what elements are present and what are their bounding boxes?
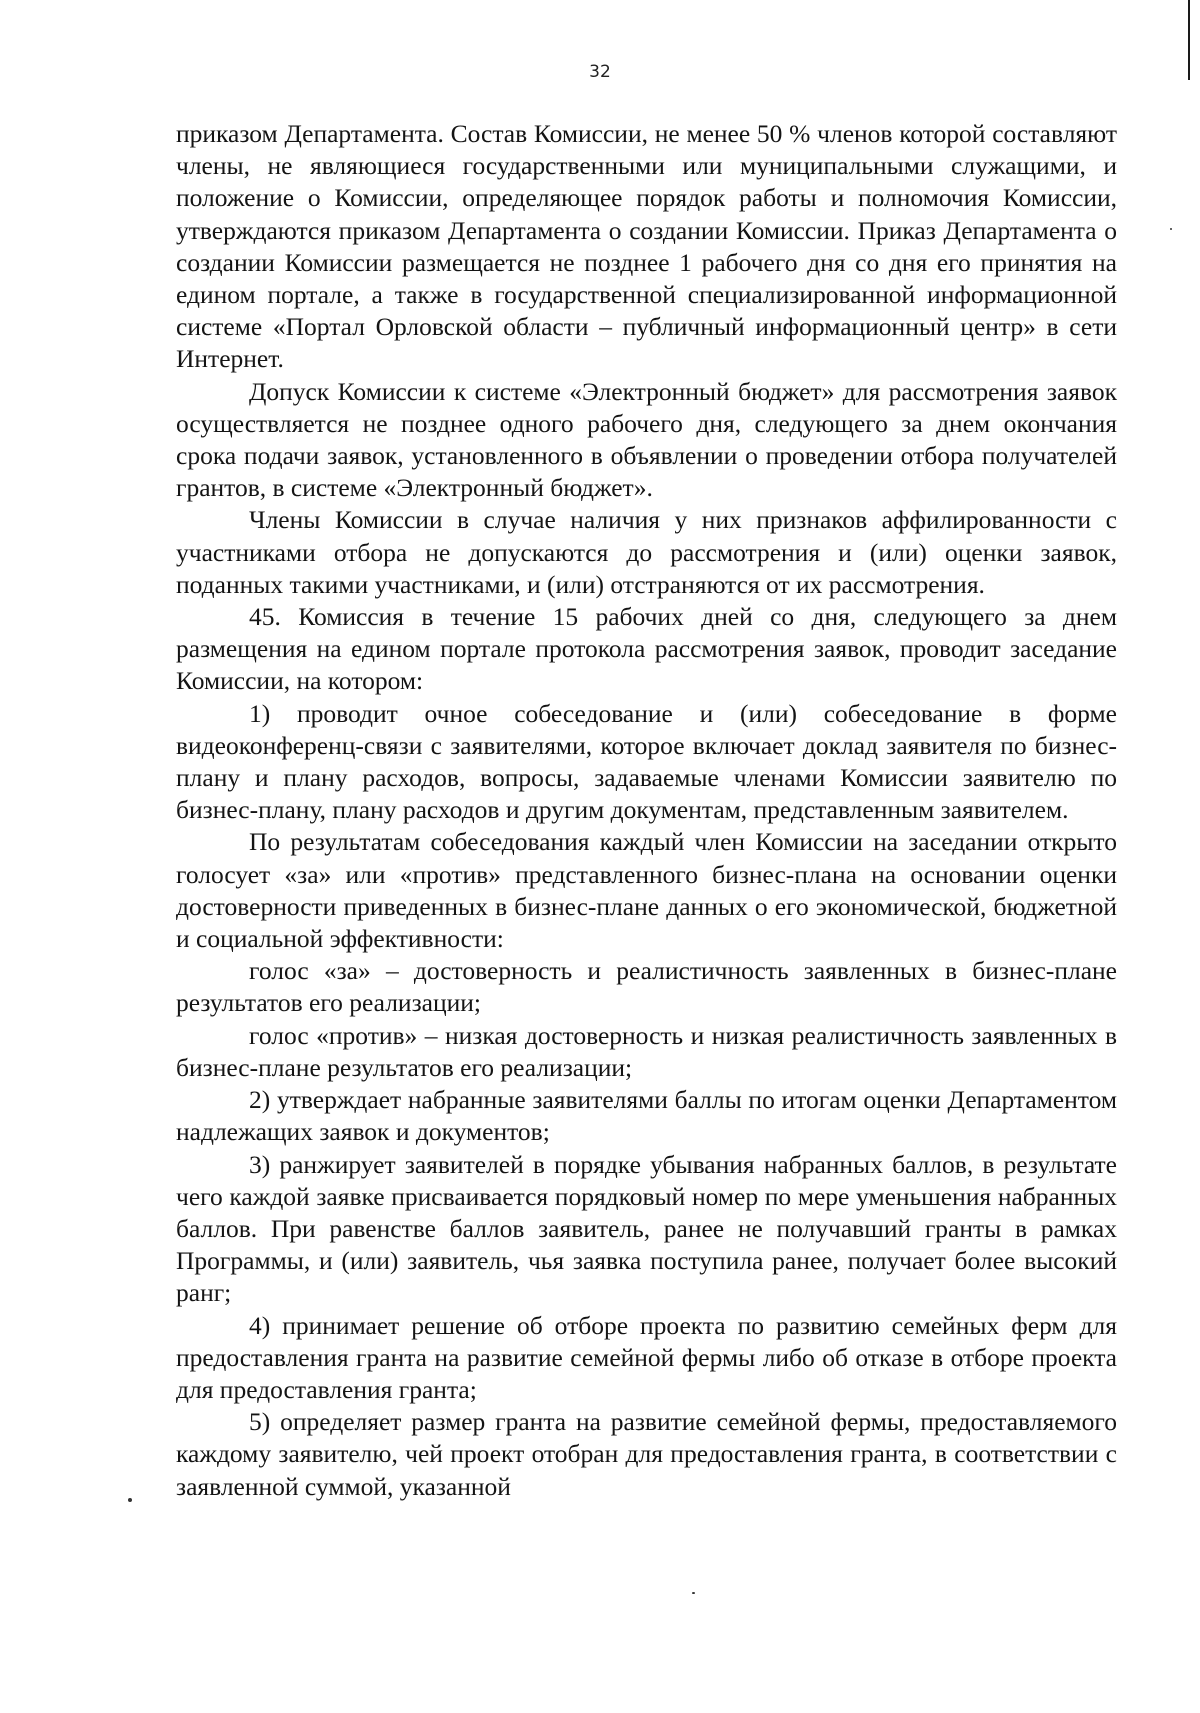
paragraph-vote-against: голос «против» – низкая достоверность и низкая реалистичность заявленных в бизнес-плане результатов его реализации; xyxy=(176,1020,1117,1082)
paragraph-electronic-budget-access: Допуск Комиссии к системе «Электронный бюджет» для рассмотрения заявок осуществляется не позднее одного рабочего дня, следующего за днем окончания срока подачи заявок, установленного в объявлении о проведении отбора получателей грантов, в системе «Электронный бюджет». xyxy=(176,376,1117,503)
document-body xyxy=(176,118,1117,1503)
paragraph-subitem-5: 5) определяет размер гранта на развитие семейной фермы, предоставляемого каждому заявителю, чей проект отобран для предоставления гранта, в соответствии с заявленной суммой, указанной xyxy=(176,1407,1117,1501)
paragraph-subitem-2: 2) утверждает набранные заявителями баллы по итогам оценки Департаментом надлежащих заявок и документов; xyxy=(176,1085,1117,1147)
paragraph-subitem-3: 3) ранжирует заявителей в порядке убывания набранных баллов, в результате чего каждой заявке присваивается порядковый номер по мере уменьшения набранных баллов. При равенстве баллов заявитель, ранее не получавший гранты в рамках Программы, и (или) заявитель, чья заявка поступила ранее, получает более высокий ранг; xyxy=(176,1149,1117,1308)
page-number: 32 xyxy=(589,62,611,82)
paragraph-item-45: 45. Комиссия в течение 15 рабочих дней со дня, следующего за днем размещения на едином портале протокола рассмотрения заявок, проводит заседание Комиссии, на котором: xyxy=(176,602,1117,696)
paragraph-affiliation: Члены Комиссии в случае наличия у них признаков аффилированности с участниками отбора не допускаются до рассмотрения и (или) оценки заявок, поданных такими участниками, и (или) отстраняются от их рассмотрения. xyxy=(176,505,1117,599)
paragraph-subitem-4: 4) принимает решение об отборе проекта по развитию семейных ферм для предоставления гранта на развитие семейной фермы либо об отказе в отборе проекта для предоставления гранта; xyxy=(176,1310,1117,1404)
paragraph-commission-composition: приказом Департамента. Состав Комиссии, не менее 50 % членов которой составляют члены, не являющиеся государственными или муниципальными служащими, и положение о Комиссии, определяющее порядок работы и полномочия Комиссии, утверждаются приказом Департамента о создании Комиссии. Приказ Департамента о создании Комиссии размещается не позднее 1 рабочего дня со дня его принятия на едином портале, а также в государственной специализированной информационной системе «Портал Орловской области – публичный информационный центр» в сети Интернет. xyxy=(176,119,1117,374)
scan-speck xyxy=(128,1498,132,1502)
paragraph-voting: По результатам собеседования каждый член Комиссии на заседании открыто голосует «за» или «против» представленного бизнес-плана на основании оценки достоверности приведенных в бизнес-плане данных о его экономической, бюджетной и социальной эффективности: xyxy=(176,827,1117,954)
paragraph-vote-for: голос «за» – достоверность и реалистичность заявленных в бизнес-плане результатов его реализации; xyxy=(176,956,1117,1018)
scan-speck xyxy=(692,1592,695,1594)
scan-speck xyxy=(1170,228,1172,230)
paragraph-subitem-1: 1) проводит очное собеседование и (или) собеседование в форме видеоконференц-связи с заявителями, которое включает доклад заявителя по бизнес-плану и плану расходов, вопросы, задаваемые членами Комиссии заявителю по бизнес-плану, плану расходов и другим документам, представленным заявителем. xyxy=(176,698,1117,825)
